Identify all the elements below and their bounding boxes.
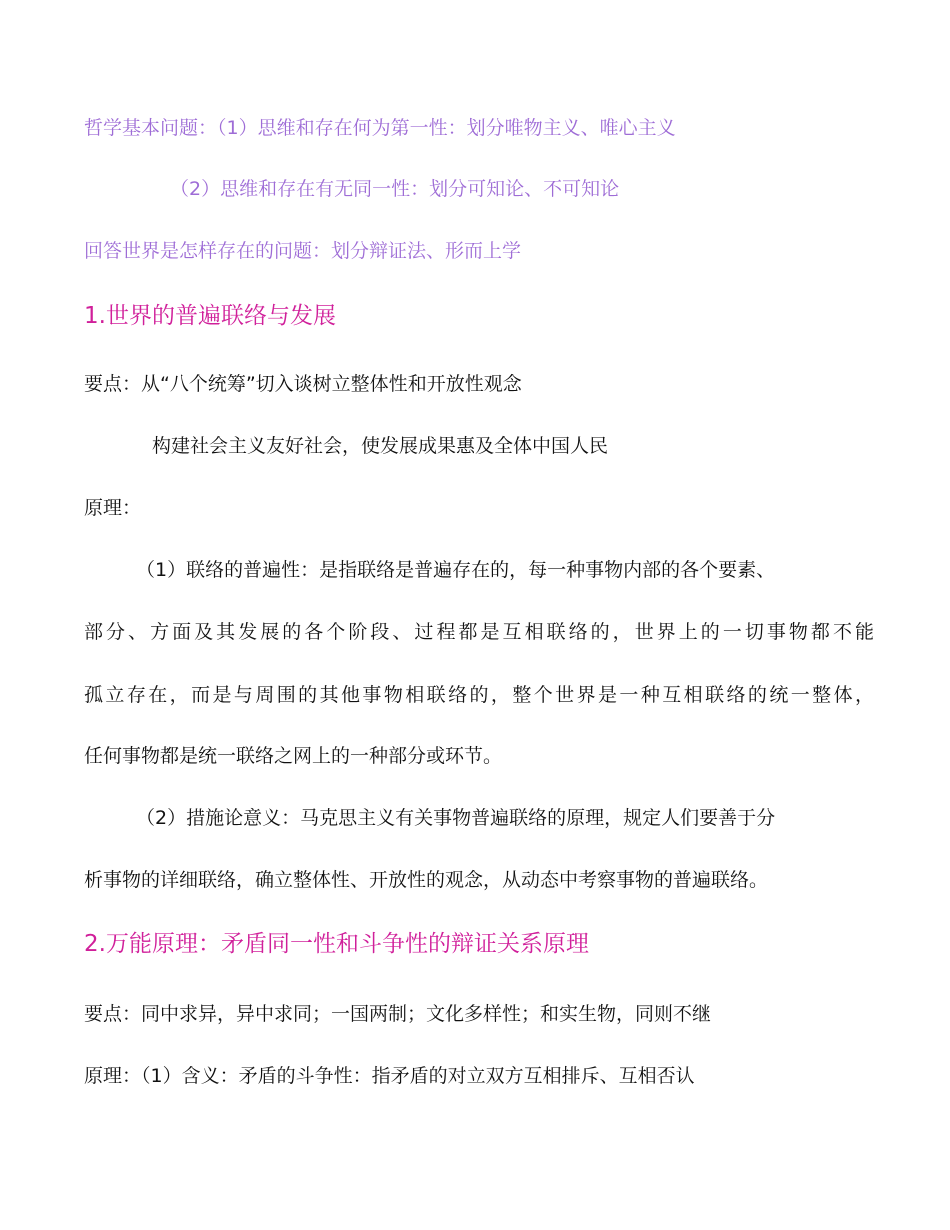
section2-points-line-1: 要点：同中求异，异中求同；一国两制；文化多样性；和实生物，同则不继	[84, 1003, 712, 1025]
section1-para2-line-1: （2）措施论意义：马克思主义有关事物普遍联络的原理，规定人们要善于分	[136, 807, 776, 829]
section1-para1-line-3: 孤立存在，而是与周围的其他事物相联络的，整个世界是一种互相联络的统一整体，	[84, 684, 874, 706]
section1-points-line-1: 要点：从“八个统筹”切入谈树立整体性和开放性观念	[84, 373, 522, 395]
intro-line-1: 哲学基本问题：（1）思维和存在何为第一性：划分唯物主义、唯心主义	[84, 117, 676, 139]
section1-para1-line-1: （1）联络的普遍性：是指联络是普遍存在的，每一种事物内部的各个要素、	[136, 559, 776, 581]
section1-para1-line-4: 任何事物都是统一联络之网上的一种部分或环节。	[84, 745, 503, 767]
section1-para1-line-2: 部分、方面及其发展的各个阶段、过程都是互相联络的，世界上的一切事物都不能	[84, 621, 874, 643]
section1-para2-line-2: 析事物的详细联络，确立整体性、开放性的观念，从动态中考察事物的普遍联络。	[84, 869, 769, 891]
section1-heading: 1.世界的普遍联络与发展	[84, 303, 336, 329]
section2-principle-line-1: 原理：（1）含义：矛盾的斗争性：指矛盾的对立双方互相排斥、互相否认	[84, 1065, 695, 1087]
section1-principle-label: 原理：	[84, 497, 142, 519]
intro-line-2: （2）思维和存在有无同一性：划分可知论、不可知论	[170, 178, 620, 200]
section1-points-line-2: 构建社会主义友好社会，使发展成果惠及全体中国人民	[152, 435, 609, 457]
section2-heading: 2.万能原理：矛盾同一性和斗争性的辩证关系原理	[84, 931, 589, 957]
intro-line-3: 回答世界是怎样存在的问题：划分辩证法、形而上学	[84, 240, 522, 262]
